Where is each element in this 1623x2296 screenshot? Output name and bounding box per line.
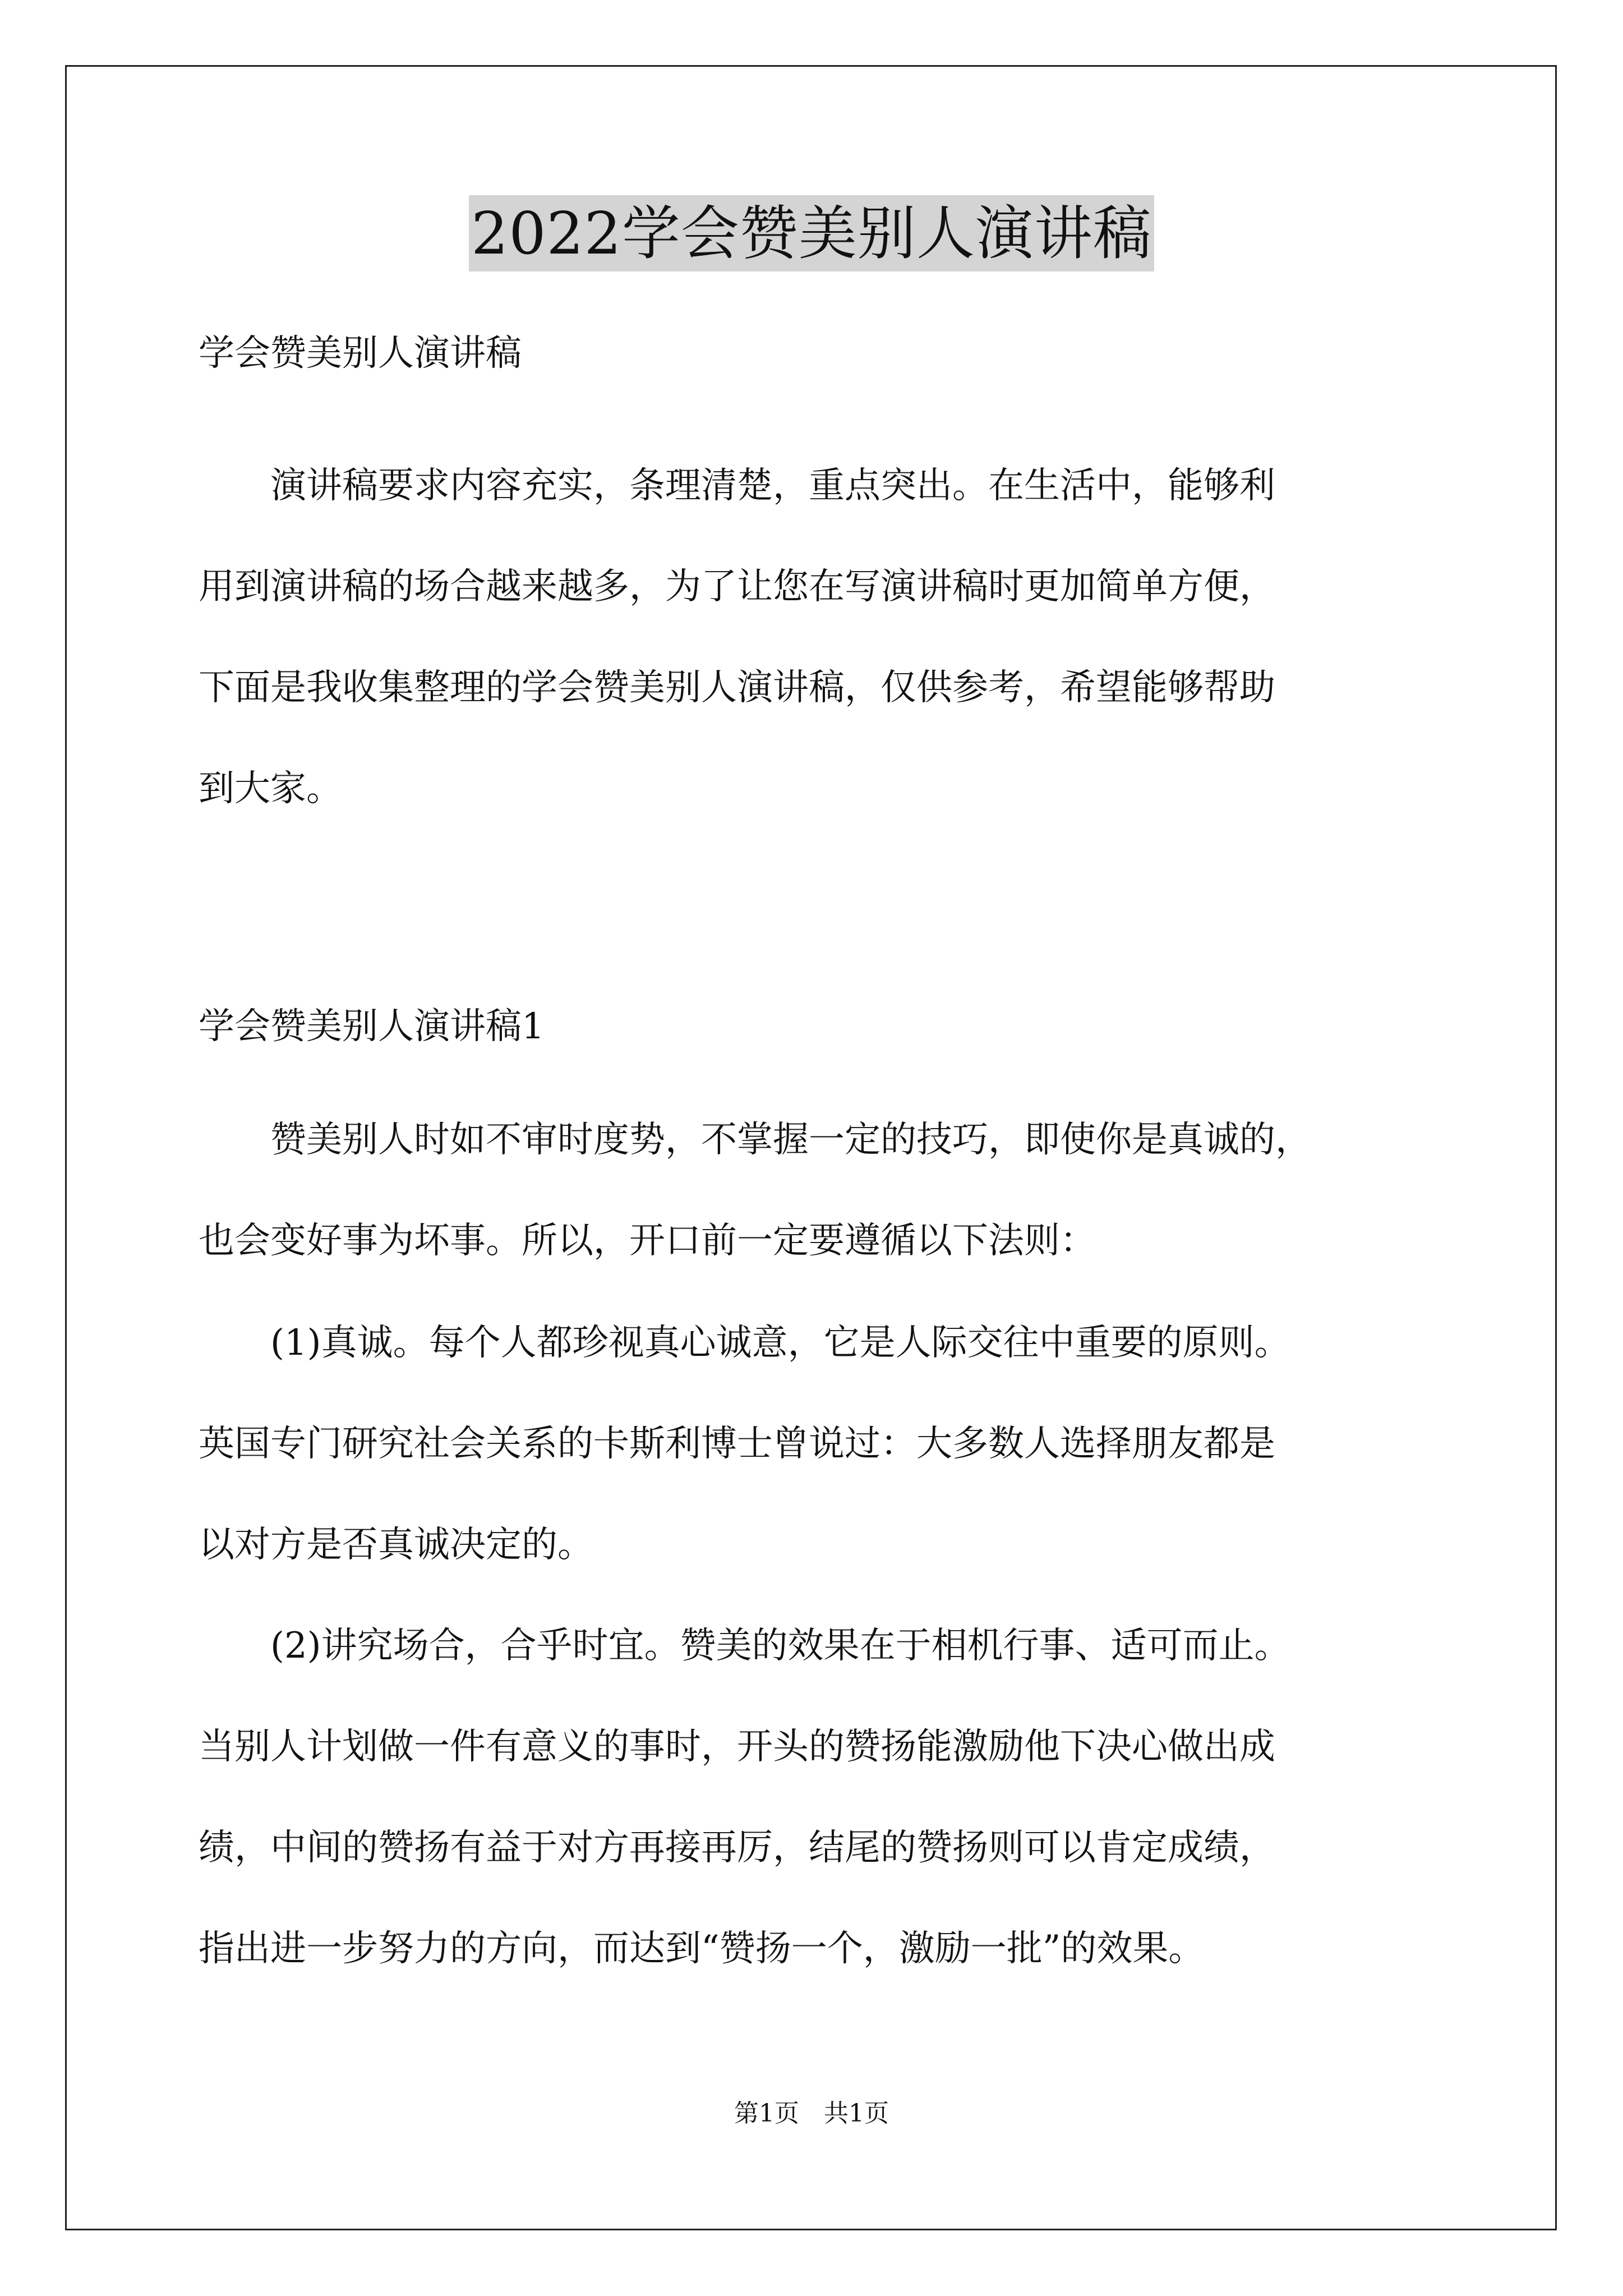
paragraph-line: 也会变好事为坏事。所以，开口前一定要遵循以下法则： (199, 1220, 1096, 1262)
paragraph-line: 到大家。 (199, 768, 342, 809)
paragraph-line: (2)讲究场合，合乎时宜。赞美的效果在于相机行事、适可而止。 (199, 1625, 1290, 1667)
document-title: 2022学会赞美别人演讲稿 (469, 195, 1154, 272)
paragraph-line: 绩，中间的赞扬有益于对方再接再厉，结尾的赞扬则可以肯定成绩， (199, 1827, 1275, 1869)
page-footer: 第1页 共1页 (734, 2099, 889, 2128)
section-heading-intro: 学会赞美别人演讲稿 (199, 333, 522, 374)
paragraph-line: 英国专门研究社会关系的卡斯利博士曾说过：大多数人选择朋友都是 (199, 1423, 1275, 1465)
paragraph-line: 以对方是否真诚决定的。 (199, 1524, 593, 1566)
paragraph-line: 下面是我收集整理的学会赞美别人演讲稿，仅供参考，希望能够帮助 (199, 667, 1275, 708)
paragraph-line: 演讲稿要求内容充实，条理清楚，重点突出。在生活中，能够利 (199, 465, 1275, 507)
paragraph-line: 指出进一步努力的方向，而达到“赞扬一个，激励一批”的效果。 (199, 1928, 1205, 1970)
section-heading-1: 学会赞美别人演讲稿1 (199, 1006, 545, 1047)
paragraph-line: (1)真诚。每个人都珍视真心诚意，它是人际交往中重要的原则。 (199, 1322, 1290, 1364)
paragraph-line: 用到演讲稿的场合越来越多，为了让您在写演讲稿时更加简单方便， (199, 566, 1275, 608)
paragraph-line: 当别人计划做一件有意义的事时，开头的赞扬能激励他下决心做出成 (199, 1726, 1275, 1768)
paragraph-line: 赞美别人时如不审时度势，不掌握一定的技巧，即使你是真诚的， (199, 1119, 1311, 1161)
title-container (0, 195, 1623, 272)
